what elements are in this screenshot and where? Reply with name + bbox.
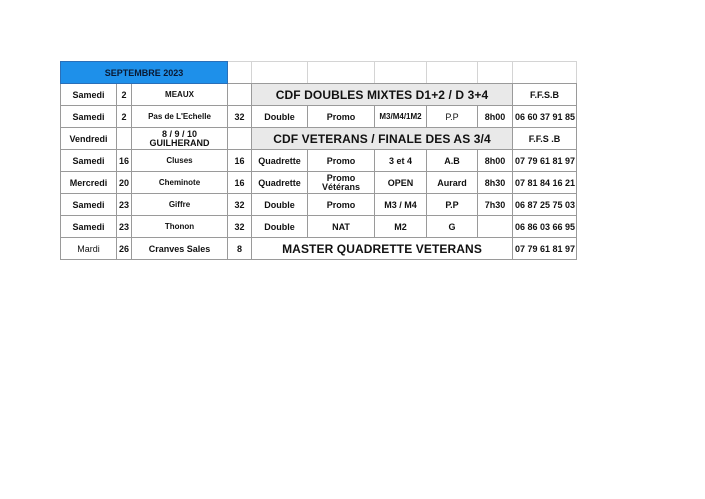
day-cell: Samedi [61, 106, 117, 128]
table-row [61, 84, 577, 106]
event-cell: CDF VETERANS / FINALE DES AS 3/4 [252, 128, 513, 150]
arbiter-cell: P.P [427, 194, 478, 216]
teams-cell: 16 [228, 172, 252, 194]
teams-cell: 32 [228, 194, 252, 216]
day-cell: Samedi [61, 194, 117, 216]
place-cell: Cranves Sales [132, 238, 228, 260]
teams-cell: 32 [228, 216, 252, 238]
calendar-sheet [60, 61, 576, 260]
table-row [61, 194, 577, 216]
table-row [61, 128, 577, 150]
place-cell: Cheminote [132, 172, 228, 194]
phone-cell: 06 87 25 75 03 [513, 194, 577, 216]
teams-cell: 8 [228, 238, 252, 260]
place-cell: Cluses [132, 150, 228, 172]
table-row [61, 150, 577, 172]
level-cell: OPEN [375, 172, 427, 194]
hour-cell: 8h30 [478, 172, 513, 194]
level-cell: M2 [375, 216, 427, 238]
category-cell: Promo [308, 106, 375, 128]
arbiter-cell: G [427, 216, 478, 238]
day-cell: Samedi [61, 216, 117, 238]
day-cell: Samedi [61, 84, 117, 106]
date-cell: 23 [117, 194, 132, 216]
level-cell: M3/M4/1M2 [375, 106, 427, 128]
type-cell: Double [252, 194, 308, 216]
table-row [61, 216, 577, 238]
date-cell: 2 [117, 84, 132, 106]
arbiter-cell: Aurard [427, 172, 478, 194]
contact-cell: F.F.S.B [513, 84, 577, 106]
arbiter-cell: A.B [427, 150, 478, 172]
phone-cell: 06 86 03 66 95 [513, 216, 577, 238]
phone-cell: 06 60 37 91 85 [513, 106, 577, 128]
hour-cell: 8h00 [478, 106, 513, 128]
place-cell: MEAUX [132, 84, 228, 106]
teams-cell: 32 [228, 106, 252, 128]
phone-cell: 07 79 61 81 97 [513, 150, 577, 172]
month-header-row [61, 62, 577, 84]
table-row [61, 106, 577, 128]
type-cell: Double [252, 216, 308, 238]
phone-cell: 07 81 84 16 21 [513, 172, 577, 194]
hour-cell [478, 216, 513, 238]
day-cell: Mercredi [61, 172, 117, 194]
type-cell: Quadrette [252, 150, 308, 172]
level-cell: M3 / M4 [375, 194, 427, 216]
schedule-table [60, 61, 577, 260]
hour-cell: 7h30 [478, 194, 513, 216]
category-cell: NAT [308, 216, 375, 238]
date-cell: 16 [117, 150, 132, 172]
table-row [61, 238, 577, 260]
place-cell: 8 / 9 / 10 GUILHERAND [132, 128, 228, 150]
hour-cell: 8h00 [478, 150, 513, 172]
day-cell: Mardi [61, 238, 117, 260]
type-cell: Double [252, 106, 308, 128]
category-cell: Promo Vétérans [308, 172, 375, 194]
contact-cell: F.F.S .B [513, 128, 577, 150]
day-cell: Vendredi [61, 128, 117, 150]
category-cell: Promo [308, 194, 375, 216]
place-cell: Giffre [132, 194, 228, 216]
month-title: SEPTEMBRE 2023 [61, 62, 228, 84]
day-cell: Samedi [61, 150, 117, 172]
level-cell: 3 et 4 [375, 150, 427, 172]
place-cell: Pas de L'Echelle [132, 106, 228, 128]
event-cell: MASTER QUADRETTE VETERANS [252, 238, 513, 260]
place-cell: Thonon [132, 216, 228, 238]
table-row [61, 172, 577, 194]
event-cell: CDF DOUBLES MIXTES D1+2 / D 3+4 [252, 84, 513, 106]
date-cell: 23 [117, 216, 132, 238]
arbiter-cell: P.P [427, 106, 478, 128]
type-cell: Quadrette [252, 172, 308, 194]
date-cell [117, 128, 132, 150]
teams-cell: 16 [228, 150, 252, 172]
phone-cell: 07 79 61 81 97 [513, 238, 577, 260]
date-cell: 26 [117, 238, 132, 260]
date-cell: 20 [117, 172, 132, 194]
date-cell: 2 [117, 106, 132, 128]
category-cell: Promo [308, 150, 375, 172]
